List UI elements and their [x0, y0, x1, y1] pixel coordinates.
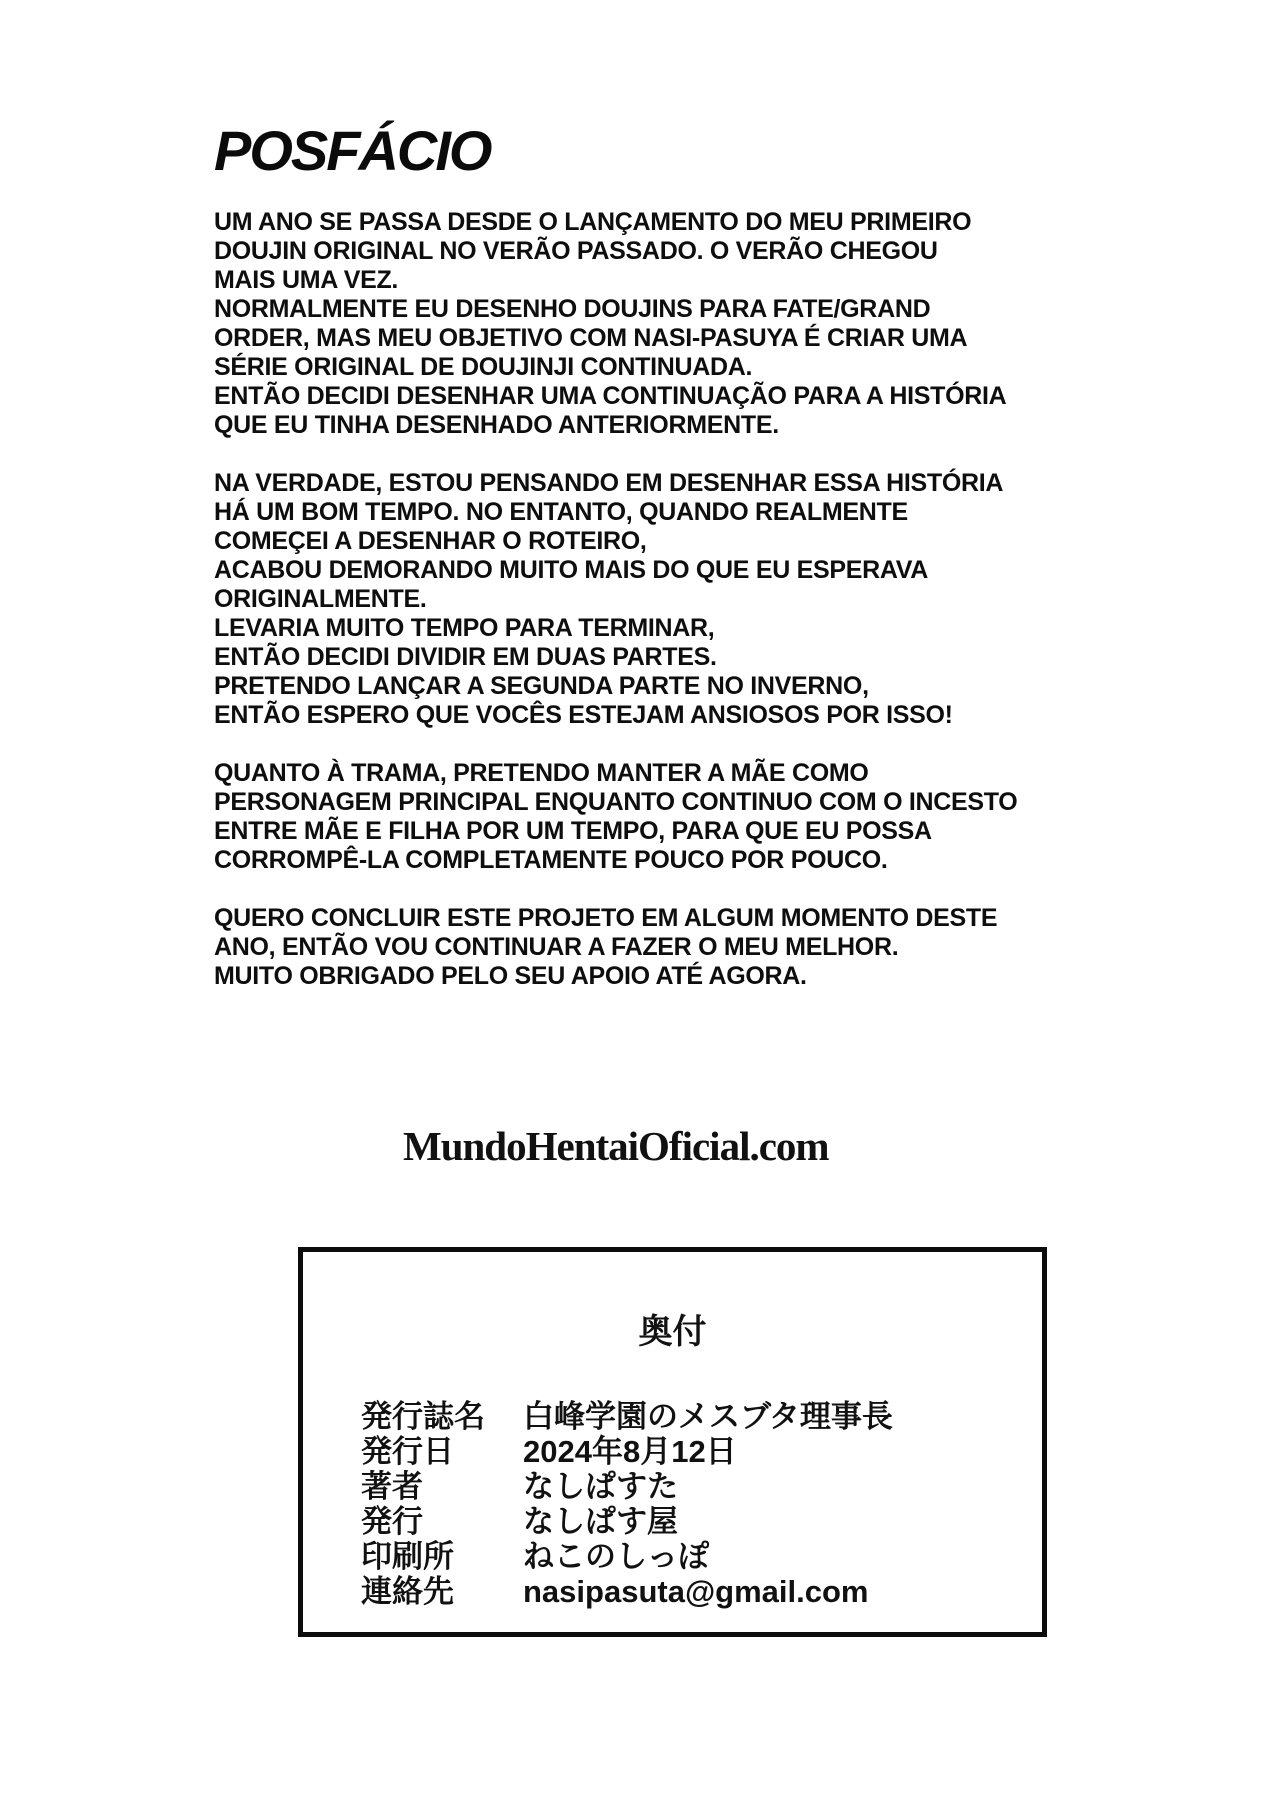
text-line: HÁ UM BOM TEMPO. NO ENTANTO, QUANDO REALMENTE [214, 498, 908, 526]
text-line: ENTÃO DECIDI DESENHAR UMA CONTINUAÇÃO PARA A HISTÓRIA [214, 382, 1007, 410]
colophon-label: 連絡先 [361, 1574, 454, 1609]
colophon-row-printer [361, 1539, 1032, 1574]
text-line: ORIGINALMENTE. [214, 585, 427, 613]
colophon-row-contact [361, 1574, 1032, 1609]
colophon-row-publisher [361, 1504, 1032, 1539]
colophon-label: 発行 [361, 1504, 423, 1539]
text-line: ORDER, MAS MEU OBJETIVO COM NASI-PASUYA É CRIAR UMA [214, 324, 968, 352]
text-line: PERSONAGEM PRINCIPAL ENQUANTO CONTINUO COM O INCESTO [214, 788, 1018, 816]
colophon-value: nasipasuta@gmail.com [523, 1574, 869, 1609]
text-line: MUITO OBRIGADO PELO SEU APOIO ATÉ AGORA. [214, 962, 807, 990]
colophon-title: 奥付 [638, 1313, 707, 1351]
paragraph-1 [214, 208, 1017, 440]
colophon-value: ねこのしっぽ [523, 1539, 709, 1574]
paragraph-2 [214, 469, 1017, 730]
colophon-label: 発行日 [361, 1434, 454, 1469]
colophon-row-author [361, 1469, 1032, 1504]
colophon-rows [361, 1399, 1032, 1609]
text-line: NA VERDADE, ESTOU PENSANDO EM DESENHAR ESSA HISTÓRIA [214, 469, 1004, 497]
colophon-row-publication-name [361, 1399, 1032, 1434]
colophon-value: なしぱす屋 [523, 1504, 678, 1539]
text-line: ENTÃO ESPERO QUE VOCÊS ESTEJAM ANSIOSOS POR ISSO! [214, 701, 953, 729]
paragraph-3 [214, 759, 1017, 875]
colophon-value: 白峰学園のメスブタ理事長 [523, 1399, 893, 1434]
text-line: QUE EU TINHA DESENHADO ANTERIORMENTE. [214, 411, 779, 439]
text-line: NORMALMENTE EU DESENHO DOUJINS PARA FATE/GRAND [214, 295, 931, 323]
text-line: ANO, ENTÃO VOU CONTINUAR A FAZER O MEU MELHOR. [214, 933, 899, 961]
text-line: ENTÃO DECIDI DIVIDIR EM DUAS PARTES. [214, 643, 717, 671]
text-line: UM ANO SE PASSA DESDE O LANÇAMENTO DO MEU PRIMEIRO [214, 208, 972, 236]
text-line: QUERO CONCLUIR ESTE PROJETO EM ALGUM MOMENTO DESTE [214, 904, 998, 932]
text-line: LEVARIA MUITO TEMPO PARA TERMINAR, [214, 614, 715, 642]
colophon-label: 印刷所 [361, 1539, 454, 1574]
colophon-row-publication-date [361, 1434, 1032, 1469]
text-line: QUANTO À TRAMA, PRETENDO MANTER A MÃE COMO [214, 759, 869, 787]
afterword-body [214, 208, 1017, 991]
text-line: MAIS UMA VEZ. [214, 266, 399, 294]
colophon-label: 発行誌名 [361, 1399, 485, 1434]
text-line: COMEÇEI A DESENHAR O ROTEIRO, [214, 527, 647, 555]
text-line: SÉRIE ORIGINAL DE DOUJINJI CONTINUADA. [214, 353, 753, 381]
text-line: ENTRE MÃE E FILHA POR UM TEMPO, PARA QUE EU POSSA [214, 817, 932, 845]
text-line: ACABOU DEMORANDO MUITO MAIS DO QUE EU ESPERAVA [214, 556, 929, 584]
colophon-value: 2024年8月12日 [523, 1434, 737, 1469]
colophon-value: なしぱすた [523, 1469, 678, 1504]
watermark-url: MundoHentaiOficial.com [403, 1123, 829, 1169]
page-title: POSFÁCIO [214, 119, 491, 182]
paragraph-4 [214, 904, 1017, 991]
text-line: CORROMPÊ-LA COMPLETAMENTE POUCO POR POUCO. [214, 846, 888, 874]
colophon-label: 著者 [361, 1469, 423, 1504]
text-line: DOUJIN ORIGINAL NO VERÃO PASSADO. O VERÃO CHEGOU [214, 237, 938, 265]
text-line: PRETENDO LANÇAR A SEGUNDA PARTE NO INVERNO, [214, 672, 869, 700]
colophon-box [298, 1247, 1047, 1637]
